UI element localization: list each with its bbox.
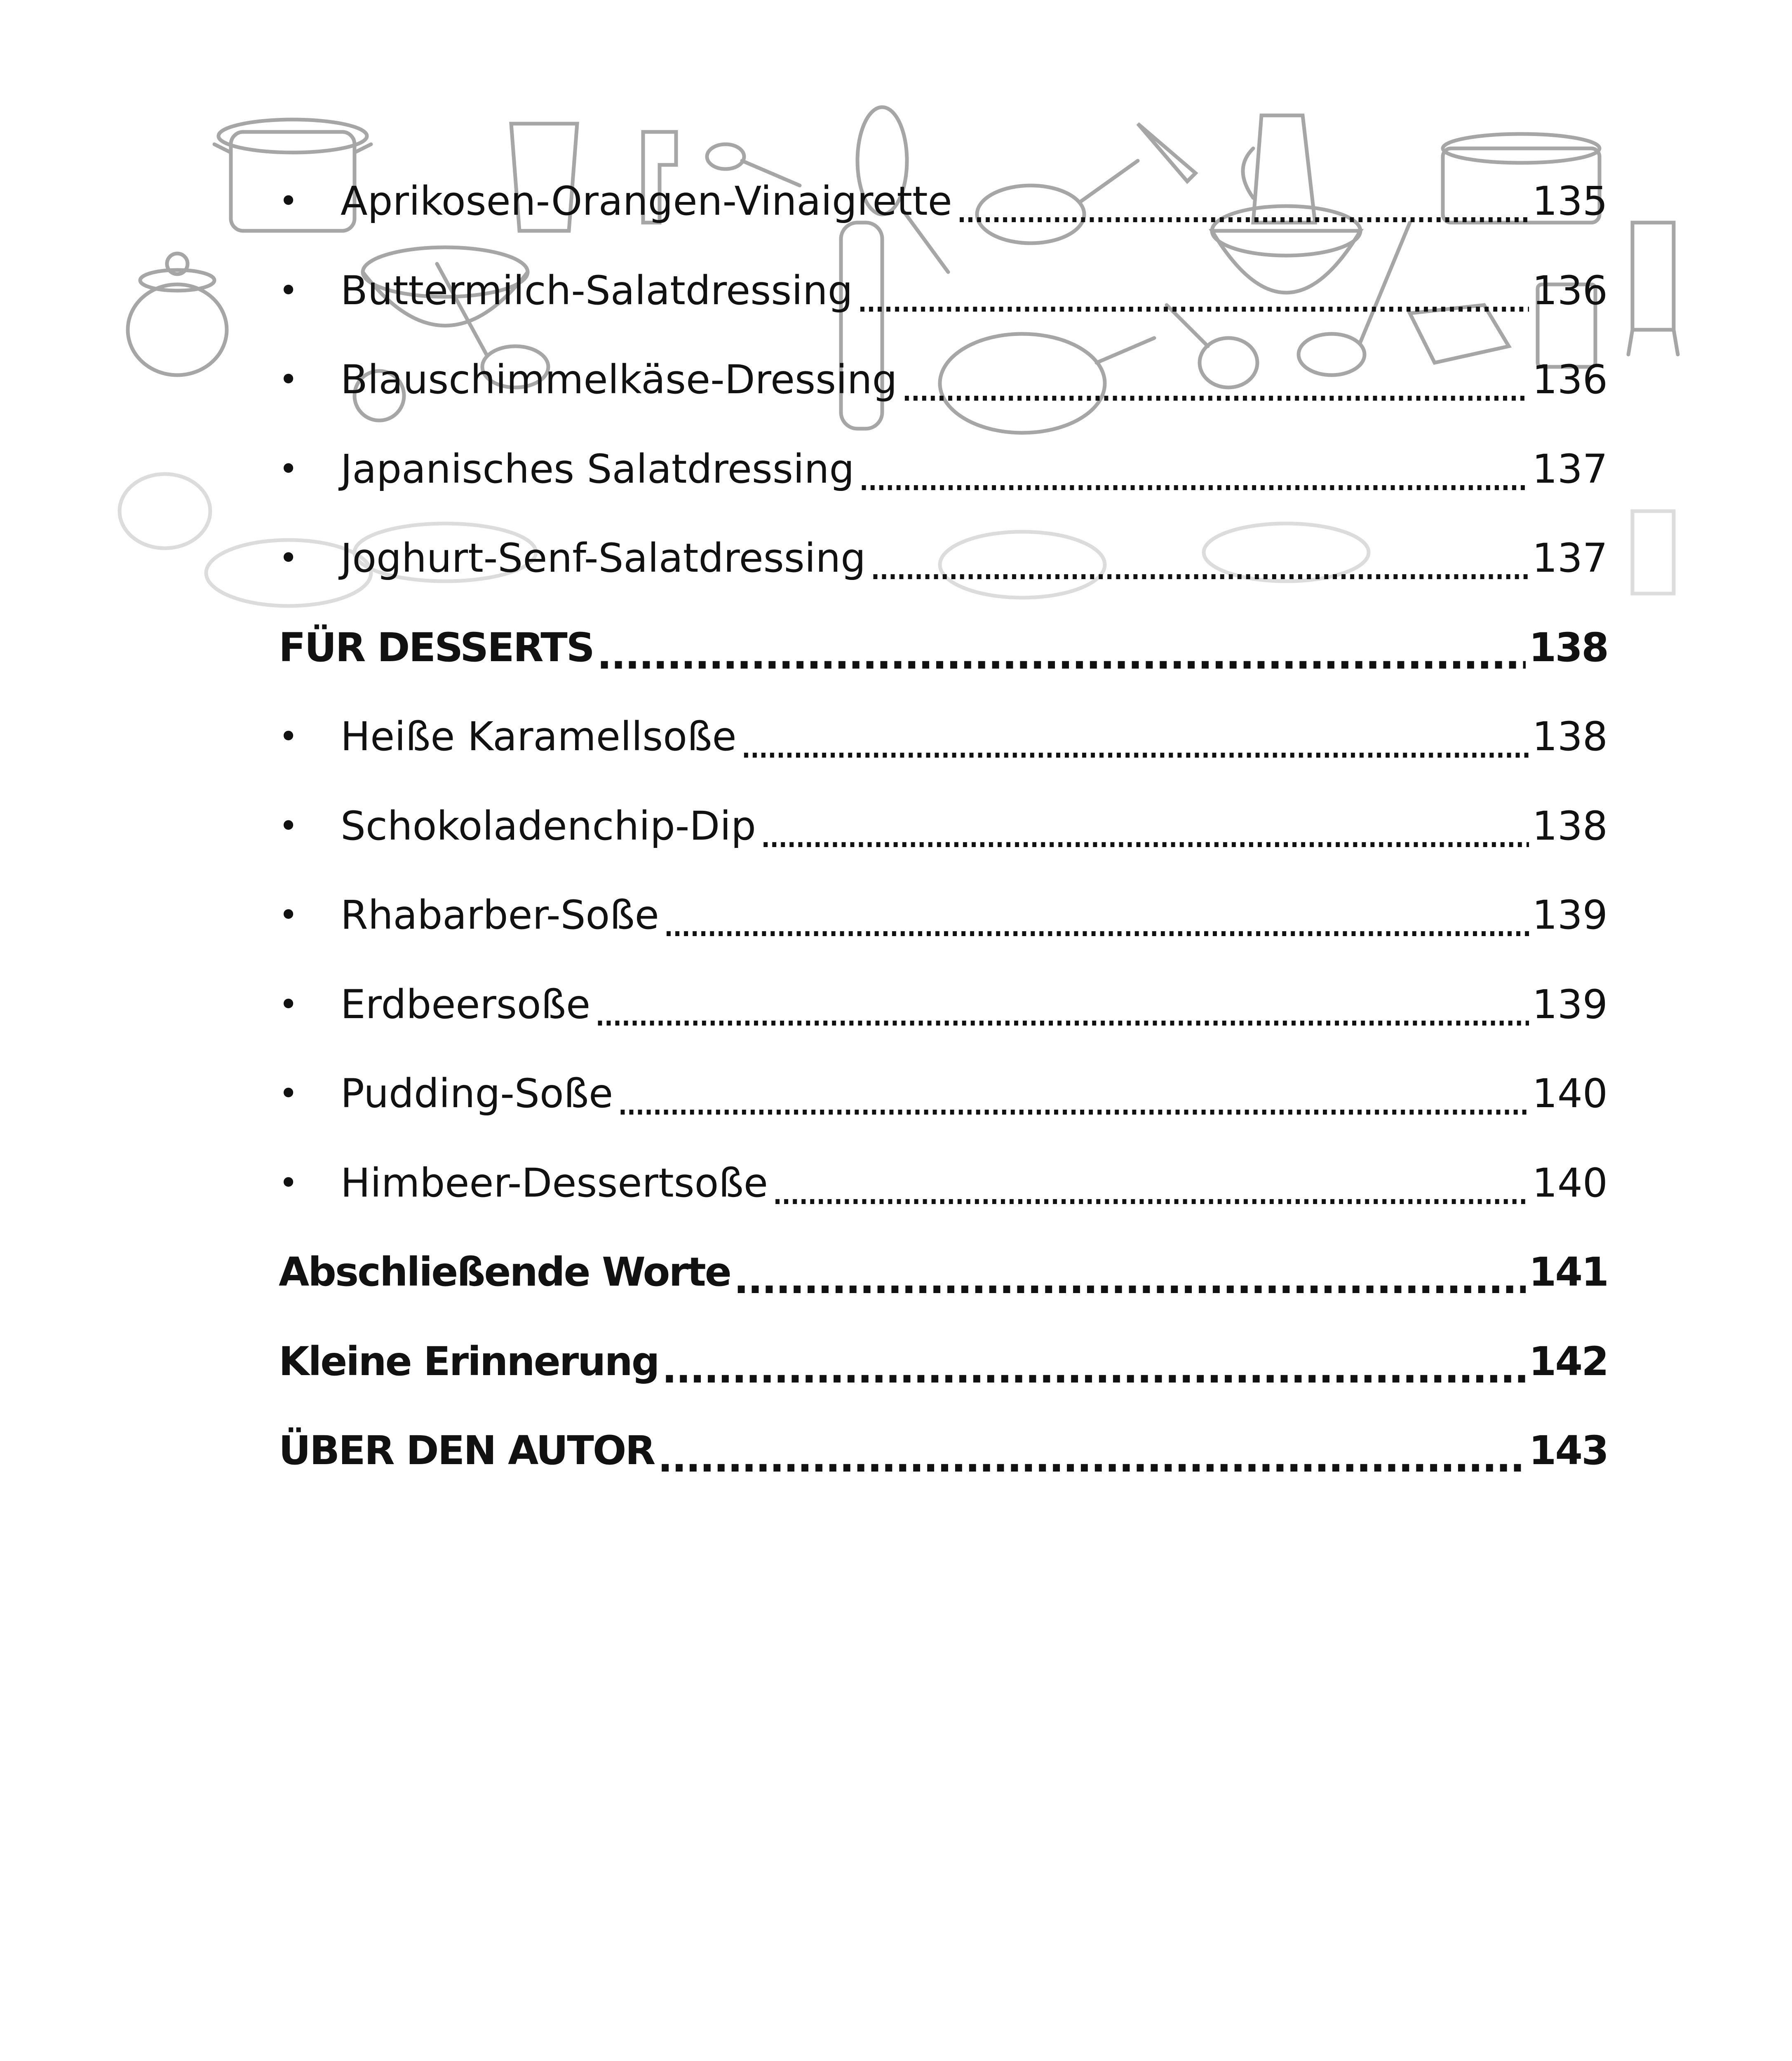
dot-leader — [594, 992, 1529, 1032]
toc-entry[interactable] — [279, 425, 1608, 514]
toc-entry-page: 137 — [1532, 446, 1608, 492]
bullet-icon: • — [279, 985, 298, 1023]
sugar-bowl-icon — [128, 254, 227, 375]
bullet-icon: • — [279, 1074, 298, 1113]
toc-entry-page: 139 — [1532, 981, 1608, 1028]
dot-leader — [597, 635, 1526, 675]
bullet-icon: • — [279, 449, 298, 488]
dot-leader — [740, 724, 1529, 764]
toc-section-title: Kleine Erinnerung — [279, 1338, 659, 1385]
dot-leader — [759, 814, 1529, 853]
toc-entry-title: Buttermilch-Salatdressing — [341, 267, 853, 314]
toc-section-page: 142 — [1529, 1338, 1608, 1385]
toc-entry-page: 140 — [1532, 1070, 1608, 1117]
toc-entry-page: 140 — [1532, 1160, 1608, 1206]
toc-entry[interactable] — [279, 692, 1608, 782]
dot-leader — [662, 903, 1529, 942]
dot-leader — [771, 1171, 1529, 1210]
toc-entry-page: 135 — [1532, 178, 1608, 225]
bullet-icon: • — [279, 717, 298, 756]
toc-entry[interactable] — [279, 514, 1608, 603]
dot-leader — [956, 189, 1529, 228]
toc-section-entry[interactable] — [279, 1406, 1608, 1495]
toc-section-page: 138 — [1529, 624, 1608, 671]
box-grater-icon — [1628, 223, 1678, 354]
bullet-icon: • — [279, 806, 298, 845]
toc-section-entry[interactable] — [279, 1228, 1608, 1317]
toc-entry[interactable] — [279, 960, 1608, 1049]
toc-entry-title: Erdbeersoße — [341, 981, 591, 1028]
dot-leader — [616, 1081, 1529, 1121]
toc-section-entry[interactable] — [279, 1317, 1608, 1406]
toc-section-title: ÜBER DEN AUTOR — [279, 1427, 655, 1474]
toc-section-entry[interactable] — [279, 603, 1608, 692]
toc-entry[interactable] — [279, 871, 1608, 960]
toc-entry-title: Heiße Karamellsoße — [341, 714, 737, 760]
toc-entry-page: 138 — [1532, 714, 1608, 760]
toc-entry[interactable] — [279, 335, 1608, 425]
dot-leader — [658, 1438, 1525, 1478]
toc-entry[interactable] — [279, 157, 1608, 246]
bullet-icon: • — [279, 182, 298, 221]
dot-leader — [856, 278, 1529, 318]
toc-entry-page: 136 — [1532, 267, 1608, 314]
dot-leader — [857, 457, 1529, 496]
toc-entry-title: Japanisches Salatdressing — [341, 446, 855, 492]
toc-entry-title: Rhabarber-Soße — [341, 892, 659, 939]
table-of-contents — [279, 157, 1608, 1495]
toc-entry[interactable] — [279, 1049, 1608, 1138]
toc-section-title: FÜR DESSERTS — [279, 624, 594, 671]
toc-entry[interactable] — [279, 1138, 1608, 1228]
toc-section-title: Abschließende Worte — [279, 1249, 730, 1296]
toc-entry-title: Aprikosen-Orangen-Vinaigrette — [341, 178, 952, 225]
bullet-icon: • — [279, 360, 298, 399]
toc-section-page: 143 — [1529, 1427, 1608, 1474]
bullet-icon: • — [279, 539, 298, 577]
dot-leader — [869, 546, 1529, 585]
toc-entry-page: 136 — [1532, 357, 1608, 403]
toc-entry-title: Joghurt-Senf-Salatdressing — [341, 535, 866, 582]
dot-leader — [901, 367, 1529, 407]
toc-entry-page: 139 — [1532, 892, 1608, 939]
dot-leader — [662, 1349, 1526, 1389]
toc-entry-title: Himbeer-Dessertsoße — [341, 1160, 768, 1206]
toc-entry-page: 138 — [1532, 803, 1608, 849]
toc-entry-title: Pudding-Soße — [341, 1070, 613, 1117]
bullet-icon: • — [279, 896, 298, 934]
bullet-icon: • — [279, 1163, 298, 1202]
toc-entry-title: Blauschimmelkäse-Dressing — [341, 357, 897, 403]
toc-entry-page: 137 — [1532, 535, 1608, 582]
toc-entry-title: Schokoladenchip-Dip — [341, 803, 756, 849]
toc-entry[interactable] — [279, 782, 1608, 871]
toc-entry[interactable] — [279, 246, 1608, 336]
toc-section-page: 141 — [1529, 1249, 1608, 1296]
bullet-icon: • — [279, 271, 298, 310]
dot-leader — [734, 1260, 1526, 1299]
